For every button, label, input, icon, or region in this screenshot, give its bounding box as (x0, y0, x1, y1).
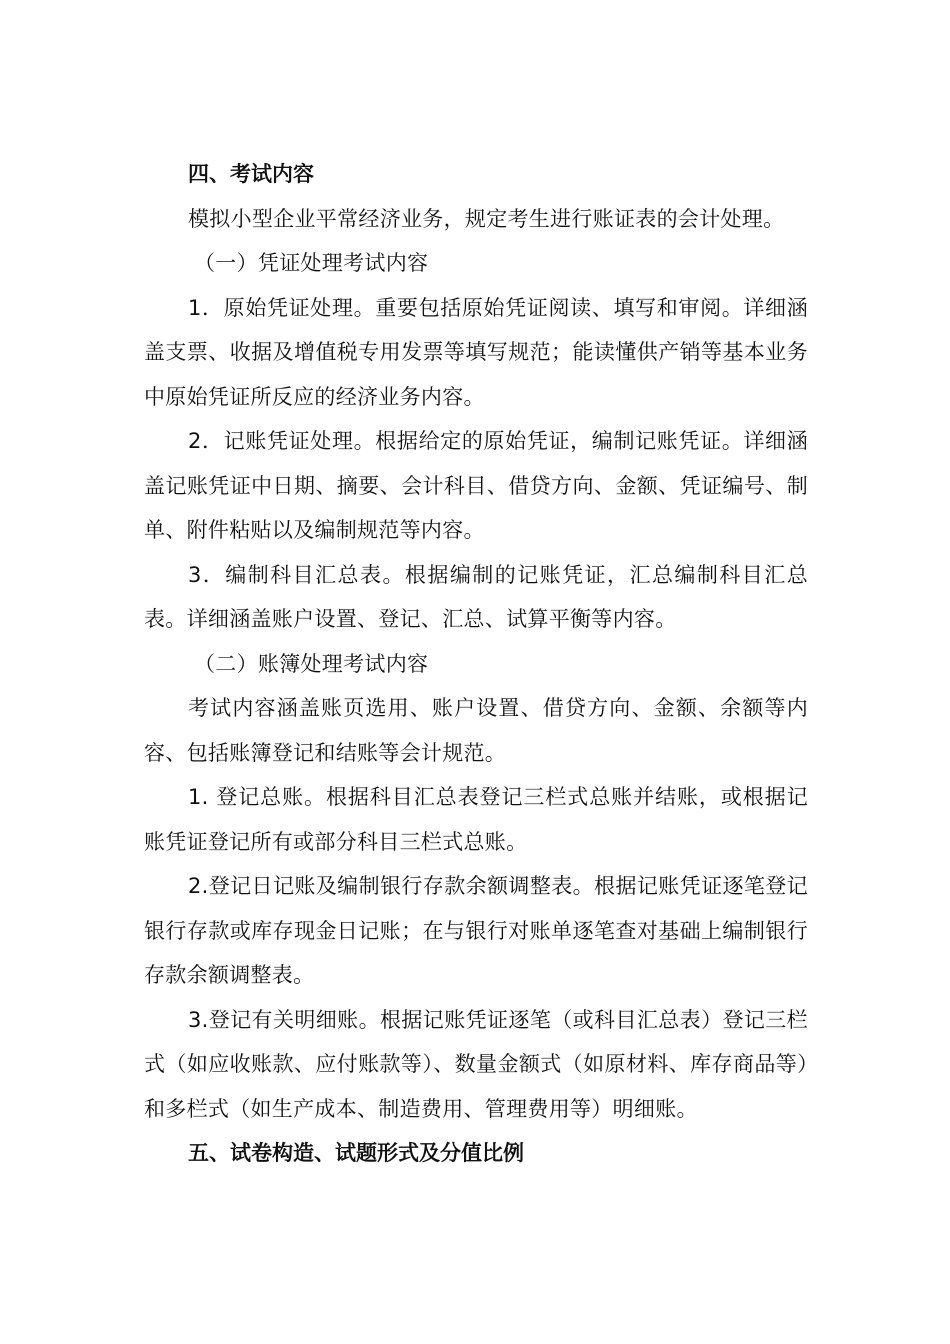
part-2-intro: 考试内容涵盖账页选用、账户设置、借贷方向、金额、余额等内容、包括账簿登记和结账等会计规范。 (144, 696, 808, 765)
intro-paragraph: 模拟小型企业平常经济业务，规定考生进行账证表的会计处理。 (188, 206, 785, 231)
part-2-item-1: 1. 登记总账。根据科目汇总表登记三栏式总账并结账，或根据记账凭证登记所有或部分科目三栏式总账。 (144, 785, 808, 854)
part-2-item-2: 2.登记日记账及编制银行存款余额调整表。根据记账凭证逐笔登记银行存款或库存现金日记账；在与银行对账单逐笔查对基础上编制银行存款余额调整表。 (144, 874, 808, 987)
part-1-heading: （一）凭证处理考试内容 (194, 251, 429, 275)
section-4-heading: 四、考试内容 (188, 162, 314, 186)
document-body (144, 152, 808, 1176)
part-1-item-1: 1．原始凭证处理。重要包括原始凭证阅读、填写和审阅。详细涵盖支票、收据及增值税专用发票等填写规范；能读懂供产销等基本业务中原始凭证所反应的经济业务内容。 (144, 295, 808, 409)
part-2-heading: （二）账簿处理考试内容 (194, 651, 429, 676)
part-1-item-2: 2．记账凭证处理。根据给定的原始凭证，编制记账凭证。详细涵盖记账凭证中日期、摘要、会计科目、借贷方向、金额、凭证编号、制单、附件粘贴以及编制规范等内容。 (144, 429, 808, 542)
part-2-item-3: 3.登记有关明细账。根据记账凭证逐笔（或科目汇总表）登记三栏式（如应收账款、应付账款等）、数量金额式（如原材料、库存商品等）和多栏式（如生产成本、制造费用、管理费用等）明细账。 (144, 1007, 808, 1121)
section-5-heading: 五、试卷构造、试题形式及分值比例 (188, 1141, 524, 1165)
part-1-item-3: 3．编制科目汇总表。根据编制的记账凭证，汇总编制科目汇总表。详细涵盖账户设置、登记、汇总、试算平衡等内容。 (144, 562, 808, 631)
